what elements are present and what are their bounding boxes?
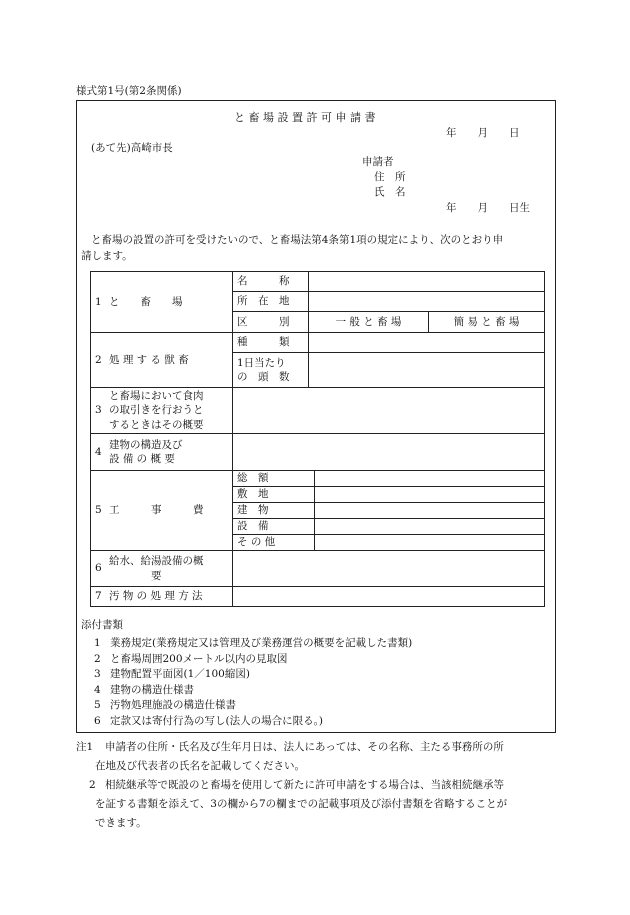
attachments-list	[94, 635, 412, 728]
cost-total-label: 総 額	[233, 471, 315, 487]
body-text-line2: 請します。	[81, 250, 133, 262]
row3-label-line1: と畜場において食肉	[109, 390, 204, 403]
row2-label: 処 理 す る 獣 畜	[109, 353, 189, 366]
row7-number: 7	[95, 590, 102, 603]
cost-land-field[interactable]	[315, 487, 545, 503]
applicant-name-label: 氏 名	[374, 186, 406, 198]
note1-line1: 申請者の住所・氏名及び生年月日は、法人にあっては、その名称、主たる事務所の所	[105, 741, 504, 753]
row6-label-line2: 要	[151, 569, 162, 582]
row3-label-line3: するときはその概要	[109, 418, 204, 431]
daily-count-label-line1: 1日当たり	[237, 356, 286, 369]
daily-count-field[interactable]	[309, 353, 545, 388]
row3-label-line2: の取引きを行おうと	[109, 404, 204, 417]
kind-field[interactable]	[309, 333, 545, 353]
row5-label-cell	[91, 471, 233, 551]
form-number: 様式第1号(第2条関係)	[76, 85, 182, 97]
list-item: 2 と畜場周囲200メートル以内の見取図	[94, 652, 288, 665]
building-structure-field[interactable]	[233, 434, 545, 471]
body-text-line1: と畜場の設置の許可を受けたいので、と畜場法第4条第1項の規定により、次のとおり申	[91, 234, 504, 246]
row7-label: 汚 物 の 処 理 方 法	[109, 590, 203, 603]
cost-building-field[interactable]	[315, 503, 545, 519]
cost-land-label: 敷 地	[233, 487, 315, 503]
location-field[interactable]	[309, 292, 545, 312]
row4-label-line2: 設 備 の 概 要	[109, 453, 175, 465]
water-supply-field[interactable]	[233, 551, 545, 587]
row3-label-cell	[91, 388, 233, 434]
cost-equipment-label: 設 備	[233, 519, 315, 535]
meat-trade-overview-field[interactable]	[233, 388, 545, 434]
row4-label-line1: 建物の構造及び	[109, 438, 183, 451]
location-label: 所 在 地	[233, 292, 309, 312]
table-row	[91, 434, 545, 471]
note2-line3: できます。	[95, 817, 147, 829]
row5-number: 5	[95, 504, 102, 517]
application-table	[90, 271, 545, 607]
cost-building-label: 建 物	[233, 503, 315, 519]
option-general-slaughterhouse[interactable]: 一 般 と 畜 場	[309, 312, 429, 333]
row5-label: 工 事 費	[109, 504, 204, 517]
name-field[interactable]	[309, 272, 545, 292]
row2-label-cell	[91, 333, 233, 388]
applicant-address-label: 住 所	[374, 171, 406, 183]
kind-label: 種 類	[233, 333, 309, 353]
applicant-label: 申請者	[362, 156, 394, 168]
note1-line2: 在地及び代表者の氏名を記載してください。	[95, 760, 305, 772]
note2-prefix: 2	[89, 779, 96, 791]
note1-prefix: 注1	[76, 741, 94, 753]
list-item: 4 建物の構造仕様書	[94, 683, 194, 696]
attachments-heading: 添付書類	[81, 619, 123, 631]
row6-number: 6	[95, 562, 102, 575]
daily-count-label-line2: の 頭 数	[237, 371, 290, 383]
cost-other-label: そ の 他	[233, 535, 315, 551]
list-item: 5 汚物処理施設の構造仕様書	[94, 699, 236, 711]
list-item: 6 定款又は寄付行為の写し(法人の場合に限る。)	[94, 714, 323, 727]
row1-label: と 畜 場	[109, 295, 183, 308]
waste-disposal-field[interactable]	[233, 587, 545, 607]
row2-number: 2	[95, 353, 102, 366]
category-label: 区 別	[233, 312, 309, 333]
option-simple-slaughterhouse[interactable]: 簡 易 と 畜 場	[429, 312, 545, 333]
table-row	[91, 551, 545, 587]
row7-label-cell	[91, 587, 233, 607]
row1-label-cell	[91, 272, 233, 333]
table-row	[91, 388, 545, 434]
table-row	[91, 587, 545, 607]
cost-other-field[interactable]	[315, 535, 545, 551]
row4-label-cell	[91, 434, 233, 471]
row4-number: 4	[95, 445, 102, 458]
row6-label-line1: 給水、給湯設備の概	[109, 555, 204, 568]
note2-line1: 相続継承等で既設のと畜場を使用して新たに許可申請をする場合は、当該相続継承等	[105, 779, 504, 791]
list-item: 1 業務規定(業務規定又は管理及び業務運営の概要を記載した書類)	[94, 637, 413, 649]
name-label: 名 称	[233, 272, 309, 292]
applicant-birth-date: 年 月 日生	[446, 202, 530, 214]
form-title: と 畜 場 設 置 許 可 申 請 書	[234, 111, 376, 124]
row6-label-cell	[91, 551, 233, 587]
table-row	[91, 333, 545, 353]
submission-date: 年 月 日	[446, 127, 520, 139]
row1-number: 1	[95, 295, 102, 308]
row3-number: 3	[95, 404, 102, 417]
note2-line2: を証する書類を添えて、3の欄から7の欄までの記載事項及び添付書類を省略することが	[95, 798, 508, 810]
addressee: (あて先)高崎市長	[91, 142, 173, 154]
table-row	[91, 272, 545, 292]
list-item: 3 建物配置平面図(1／100縮図)	[94, 668, 250, 680]
cost-total-field[interactable]	[315, 471, 545, 487]
cost-equipment-field[interactable]	[315, 519, 545, 535]
table-row	[91, 471, 545, 487]
daily-count-label	[233, 353, 309, 388]
